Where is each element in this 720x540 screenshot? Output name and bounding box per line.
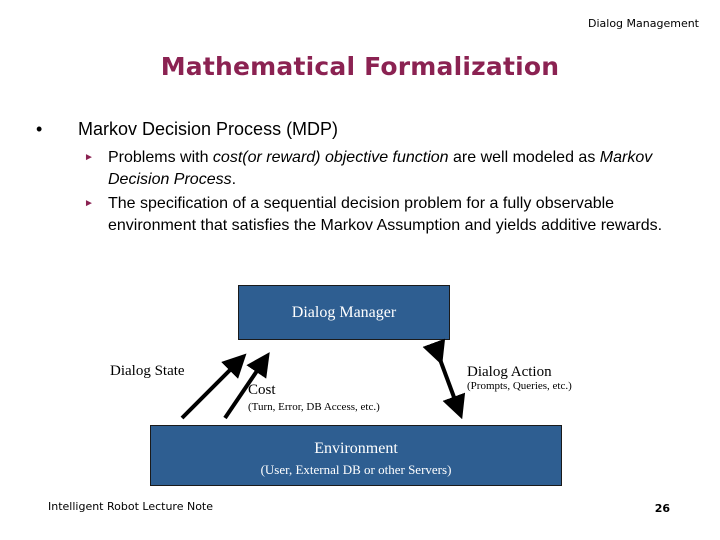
text-run-italic: cost(or reward) objective function xyxy=(212,149,449,166)
footer-lecture-note: Intelligent Robot Lecture Note xyxy=(48,500,214,513)
slide-title: Mathematical Formalization xyxy=(160,52,560,81)
sub-bullet-text: The specification of a sequential decision problem for a fully observable environment that satisfies the Markov Assumption and yields additive rewards. xyxy=(108,195,663,234)
environment-box xyxy=(150,425,562,486)
cost-sublabel: (Turn, Error, DB Access, etc.) xyxy=(248,401,380,413)
cost-label: Cost xyxy=(248,382,276,398)
dialog-action-arrow xyxy=(438,354,458,408)
text-run-italic: Markov Decision Process xyxy=(108,149,653,188)
bullet-arrow-icon: ► xyxy=(84,198,94,209)
text-run: . xyxy=(231,171,237,188)
text-run: Problems with xyxy=(108,149,213,166)
main-bullet-text: Markov Decision Process (MDP) xyxy=(78,119,339,139)
dialog-manager-box: Dialog Manager xyxy=(238,285,450,340)
dialog-action-label: Dialog Action xyxy=(467,364,552,380)
bullet-arrow-icon: ► xyxy=(84,152,94,163)
page-number: 26 xyxy=(654,502,670,515)
environment-label: Environment xyxy=(314,440,398,457)
bullet-dot: • xyxy=(36,119,43,139)
header-label: Dialog Management xyxy=(588,17,699,30)
dialog-state-label: Dialog State xyxy=(110,363,185,379)
environment-sublabel: (User, External DB or other Servers) xyxy=(260,462,452,477)
dialog-action-sublabel: (Prompts, Queries, etc.) xyxy=(467,380,572,392)
text-run: are well modeled as xyxy=(448,149,600,166)
